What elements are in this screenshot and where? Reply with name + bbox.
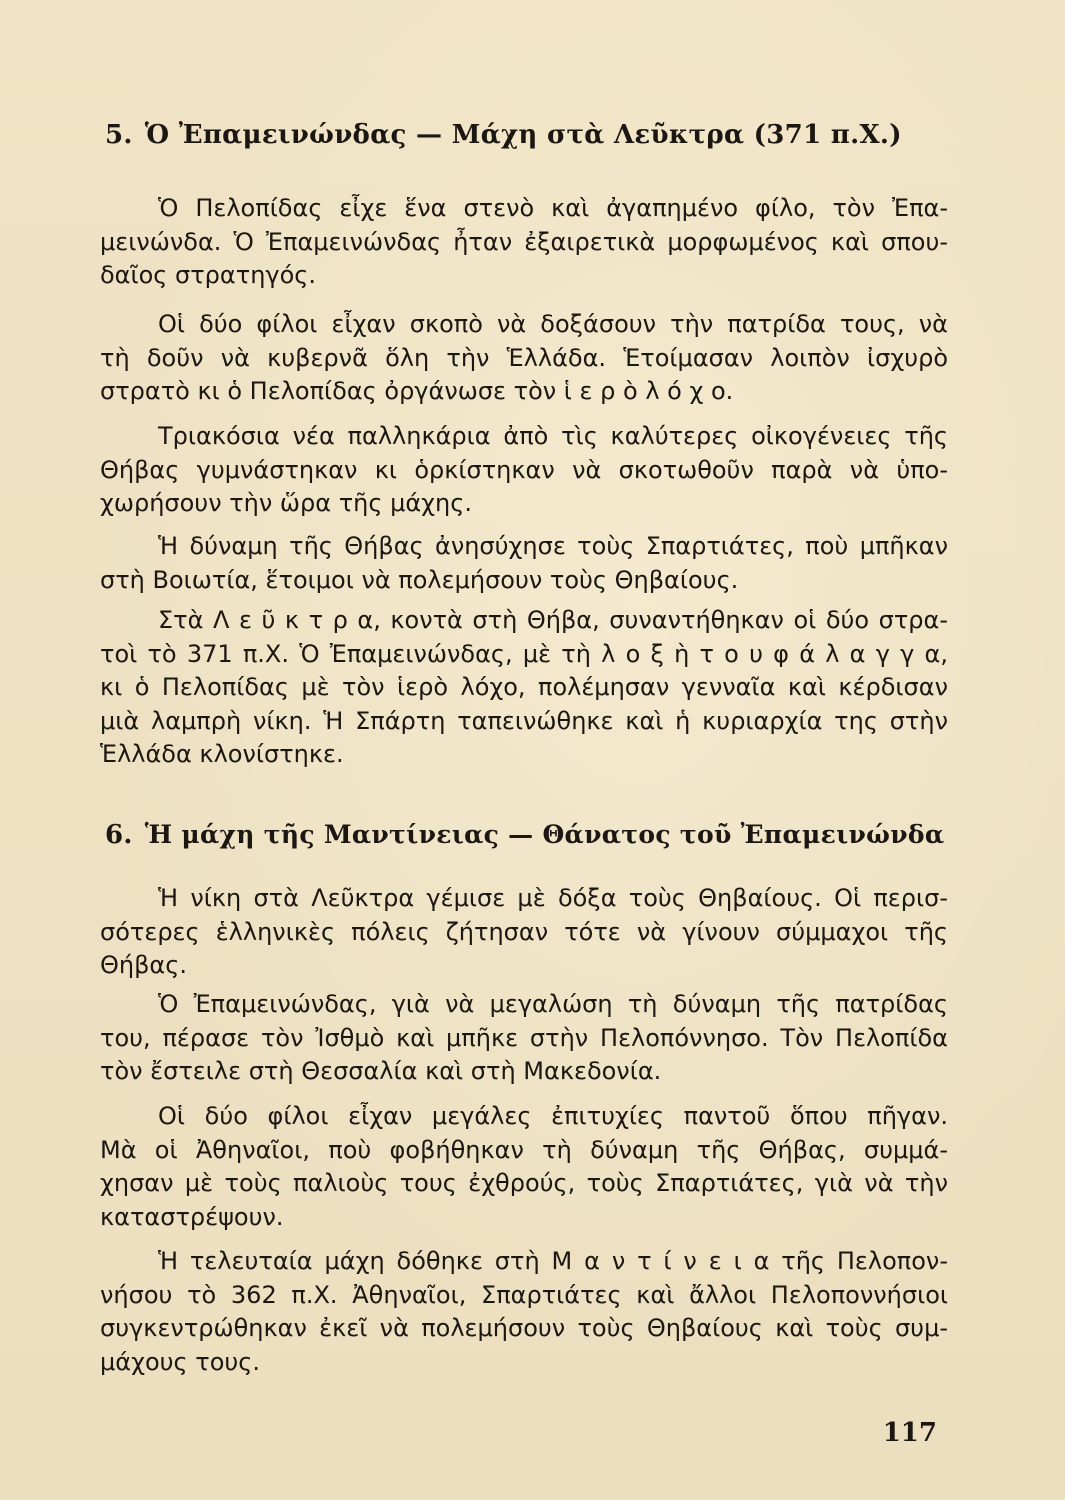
text-line: στὴ Βοιωτία, ἕτοιμοι νὰ πολεμήσουν τοὺς Θηβαίους. <box>100 565 739 594</box>
text-line: μεινώνδα. Ὁ Ἐπαμεινώνδας ἦταν ἐξαιρετικὰ μορφωμένος καὶ σπου- <box>100 227 948 256</box>
text-line: μιὰ λαμπρὴ νίκη. Ἡ Σπάρτη ταπεινώθηκε καὶ ἡ κυριαρχία της στὴν <box>100 706 948 735</box>
text-line: συγκεντρώθηκαν ἐκεῖ νὰ πολεμήσουν τοὺς Θηβαίους καὶ τοὺς συμ- <box>100 1314 948 1342</box>
text-line: Ἑλλάδα κλονίστηκε. <box>100 740 344 768</box>
section-6-heading <box>105 820 944 850</box>
paragraph <box>100 1245 948 1379</box>
text-line: χωρήσουν τὴν ὥρα τῆς μάχης. <box>100 489 472 517</box>
text-line: στρατὸ κι ὁ Πελοπίδας ὀργάνωσε τὸν ἱ ε ρ ὸ λ ό χ ο. <box>100 377 734 405</box>
text-line: καταστρέψουν. <box>100 1202 284 1231</box>
paragraph <box>100 420 948 521</box>
paragraph <box>100 604 948 772</box>
text-line: του, πέρασε τὸν Ἰσθμὸ καὶ μπῆκε στὴν Πελοπόννησο. Τὸν Πελοπίδα <box>100 1023 948 1052</box>
text-line: Ἡ νίκη στὰ Λεῦκτρα γέμισε μὲ δόξα τοὺς Θηβαίους. Οἱ περισ- <box>158 884 948 912</box>
section-5-heading <box>105 120 902 150</box>
text-line: Οἱ δύο φίλοι εἶχαν σκοπὸ νὰ δοξάσουν τὴν πατρίδα τους, νὰ <box>158 310 948 338</box>
text-line: κι ὁ Πελοπίδας μὲ τὸν ἱερὸ λόχο, πολέμησαν γενναῖα καὶ κέρδισαν <box>100 673 948 701</box>
text-line: Ἡ τελευταία μάχη δόθηκε στὴ Μ α ν τ ί ν ε ι α τῆς Πελοπον- <box>158 1247 948 1275</box>
text-line: μάχους τους. <box>100 1347 260 1376</box>
paragraph <box>100 192 948 293</box>
text-line: Οἱ δύο φίλοι εἶχαν μεγάλες ἐπιτυχίες παντοῦ ὅπου πῆγαν. <box>158 1102 948 1130</box>
text-line: Θήβας γυμνάστηκαν κι ὁρκίστηκαν νὰ σκοτωθοῦν παρὰ νὰ ὑπο- <box>100 455 948 484</box>
text-line: Ἡ δύναμη τῆς Θήβας ἀνησύχησε τοὺς Σπαρτιάτες, ποὺ μπῆκαν <box>158 532 948 560</box>
paragraph <box>100 1100 948 1234</box>
paragraph <box>100 988 948 1089</box>
text-line: τὴ δοῦν νὰ κυβερνᾶ ὅλη τὴν Ἑλλάδα. Ἑτοίμασαν λοιπὸν ἰσχυρὸ <box>100 343 948 372</box>
text-line: δαῖος στρατηγός. <box>100 261 316 289</box>
text-line: Ὁ Ἐπαμεινώνδας, γιὰ νὰ μεγαλώση τὴ δύναμη τῆς πατρίδας <box>158 990 948 1018</box>
text-line: Τριακόσια νέα παλληκάρια ἀπὸ τὶς καλύτερες οἰκογένειες τῆς <box>158 422 948 450</box>
section-5-number: 5. <box>105 120 133 150</box>
section-6-number: 6. <box>105 820 133 850</box>
text-line: Στὰ Λ ε ῦ κ τ ρ α, κοντὰ στὴ Θήβα, συναντήθηκαν οἱ δύο στρα- <box>158 606 948 634</box>
paragraph <box>100 308 948 409</box>
text-line: τοὶ τὸ 371 π.Χ. Ὁ Ἐπαμεινώνδας, μὲ τὴ λ ο ξ ὴ τ ο υ φ ά λ α γ γ α, <box>100 639 948 668</box>
paragraph <box>100 530 948 597</box>
paragraph <box>100 882 948 983</box>
text-line: νήσου τὸ 362 π.Χ. Ἀθηναῖοι, Σπαρτιάτες καὶ ἄλλοι Πελοποννήσιοι <box>100 1280 948 1309</box>
text-line: Μὰ οἱ Ἀθηναῖοι, ποὺ φοβήθηκαν τὴ δύναμη τῆς Θήβας, συμμά- <box>100 1135 948 1164</box>
text-line: χησαν μὲ τοὺς παλιοὺς τους ἐχθρούς, τοὺς Σπαρτιάτες, γιὰ νὰ τὴν <box>100 1169 948 1197</box>
text-line: σότερες ἑλληνικὲς πόλεις ζήτησαν τότε νὰ γίνουν σύμμαχοι τῆς <box>100 917 948 946</box>
text-line: Ὁ Πελοπίδας εἶχε ἕνα στενὸ καὶ ἀγαπημένο φίλο, τὸν Ἐπα- <box>158 194 948 222</box>
section-6-title: Ἡ μάχη τῆς Μαντίνειας — Θάνατος τοῦ Ἐπαμεινώνδα <box>144 820 945 849</box>
section-5-title: Ὁ Ἐπαμεινώνδας — Μάχη στὰ Λεῦκτρα (371 π.Χ.) <box>144 120 902 150</box>
page-number: 117 <box>882 1418 937 1448</box>
text-line: τὸν ἔστειλε στὴ Θεσσαλία καὶ στὴ Μακεδονία. <box>100 1057 662 1085</box>
text-line: Θήβας. <box>100 951 187 979</box>
